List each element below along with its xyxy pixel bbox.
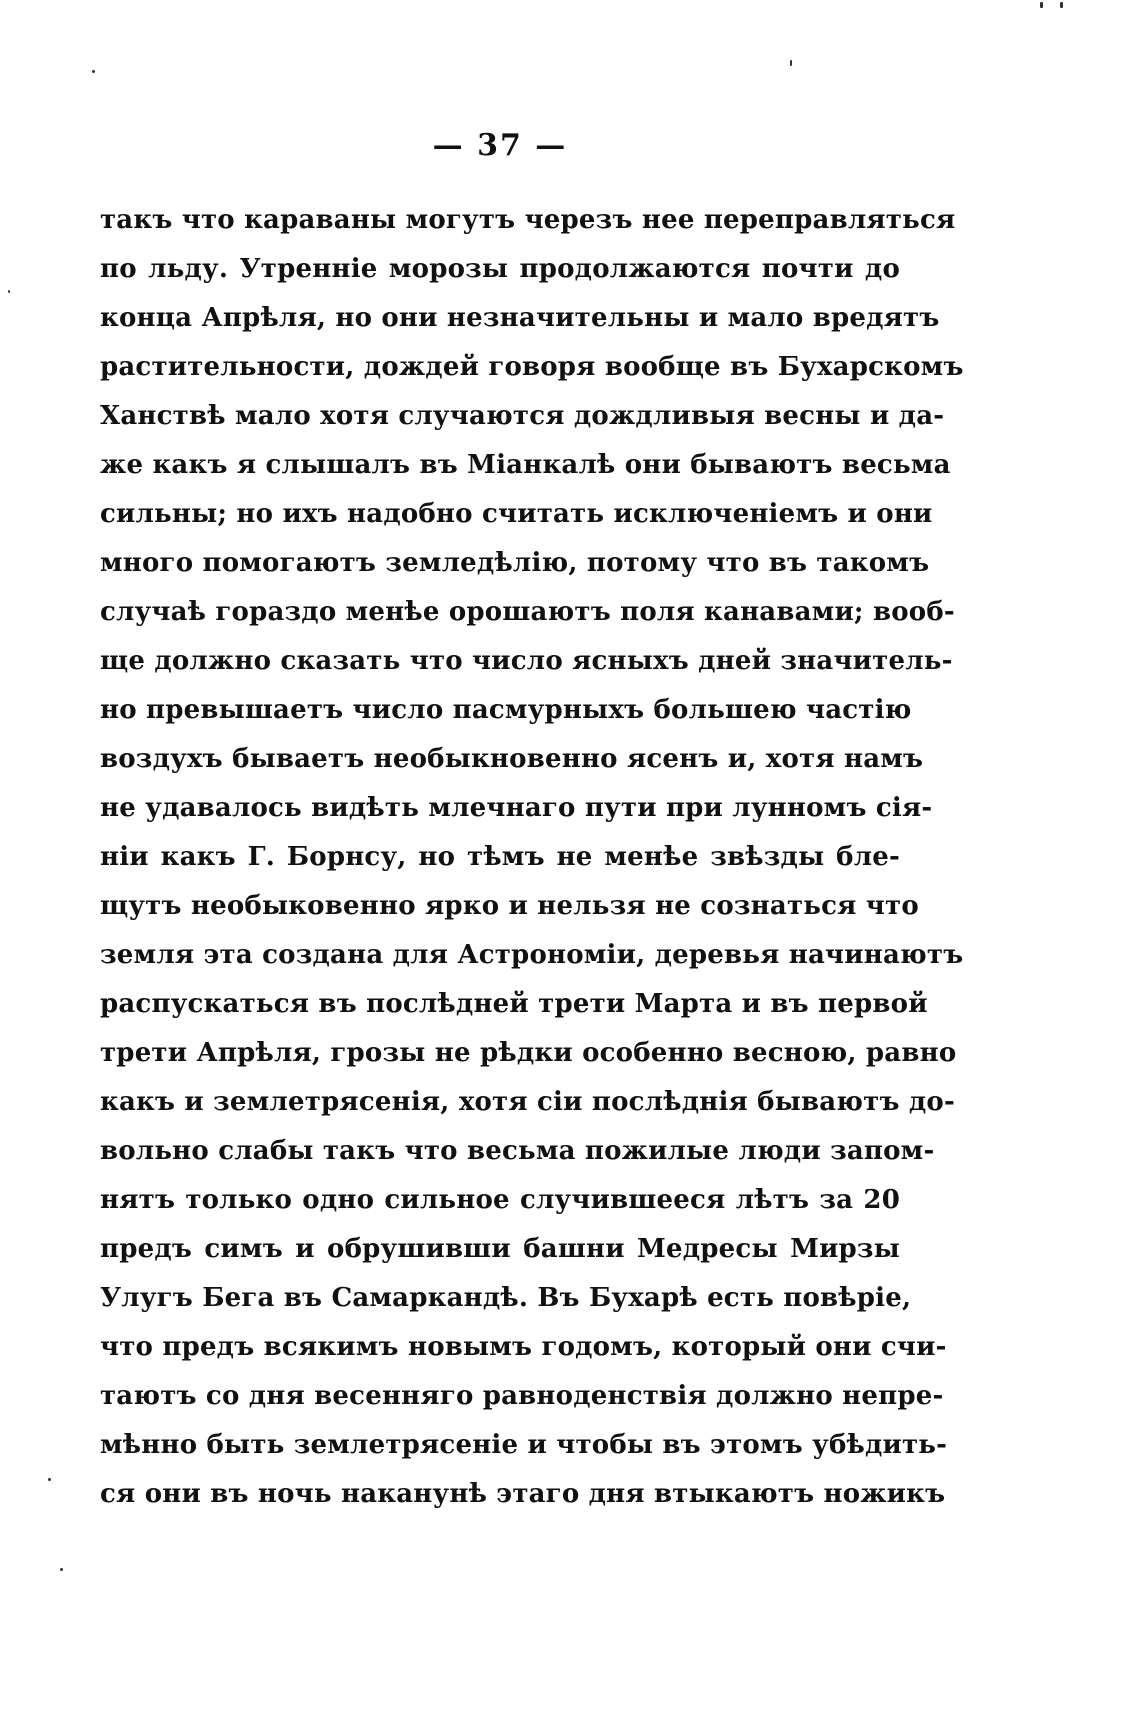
scan-speck: [1060, 2, 1063, 8]
text-line: Ханствѣ мало хотя случаются дождливыя весны и да-: [100, 401, 945, 431]
text-line: что предъ всякимъ новымъ годомъ, который они счи-: [100, 1332, 947, 1362]
text-line: распускаться въ послѣдней трети Марта и въ первой: [100, 989, 928, 1019]
text-line: сильны; но ихъ надобно считать исключеніемъ и они: [100, 499, 933, 529]
text-line: растительности, дождей говоря вообще въ Бухарскомъ: [100, 352, 964, 382]
text-line: случаѣ гораздо менѣе орошаютъ поля канавами; вооб-: [100, 597, 955, 627]
text-line: ще должно сказать что число ясныхъ дней значитель-: [100, 646, 953, 676]
scan-speck: [92, 70, 95, 73]
scan-speck: [48, 1478, 51, 1481]
scan-speck: [60, 1568, 63, 1571]
text-line: но превышаетъ число пасмурныхъ большею частію: [100, 695, 912, 725]
text-line: же какъ я слышалъ въ Міанкалѣ они бываютъ весьма: [100, 450, 951, 480]
scan-speck: [8, 290, 10, 293]
text-line: предъ симъ и обрушивши башни Медресы Мирзы: [100, 1234, 900, 1264]
scan-speck: [790, 60, 792, 66]
text-line: воздухъ бываетъ необыкновенно ясенъ и, хотя намъ: [100, 744, 924, 774]
text-line: щутъ необыковенно ярко и нельзя не сознаться что: [100, 891, 919, 921]
text-line: конца Апрѣля, но они незначительны и мало вредятъ: [100, 303, 940, 333]
text-line: земля эта создана для Астрономіи, деревья начинаютъ: [100, 940, 964, 970]
text-line: трети Апрѣля, грозы не рѣдки особенно весною, равно: [100, 1038, 957, 1068]
text-line: ся они въ ночь наканунѣ этаго дня втыкаютъ ножикъ: [100, 1479, 946, 1509]
text-line: ніи какъ Г. Борнсу, но тѣмъ не менѣе звѣзды бле-: [100, 842, 900, 872]
text-line: не удавалось видѣть млечнаго пути при лунномъ сія-: [100, 793, 933, 823]
text-line: много помогаютъ земледѣлію, потому что въ такомъ: [100, 548, 930, 578]
text-line: вольно слабы такъ что весьма пожилые люди запом-: [100, 1136, 935, 1166]
text-line: нятъ только одно сильное случившееся лѣтъ за 20: [100, 1185, 900, 1215]
body-text: [100, 196, 964, 1519]
text-line: такъ что караваны могутъ черезъ нее переправляться: [100, 205, 956, 235]
text-line: Улугъ Бега въ Самаркандѣ. Въ Бухарѣ есть повѣріе,: [100, 1283, 912, 1313]
scan-speck: [1040, 2, 1043, 8]
text-line: какъ и землетрясенія, хотя сіи послѣднія бываютъ до-: [100, 1087, 955, 1117]
page-number: — 37 —: [432, 128, 568, 163]
text-line: мѣнно быть землетрясеніе и чтобы въ этомъ убѣдить-: [100, 1430, 948, 1460]
text-line: таютъ со дня весенняго равноденствія должно непре-: [100, 1381, 944, 1411]
text-line: по льду. Утренніе морозы продолжаются почти до: [100, 254, 900, 284]
